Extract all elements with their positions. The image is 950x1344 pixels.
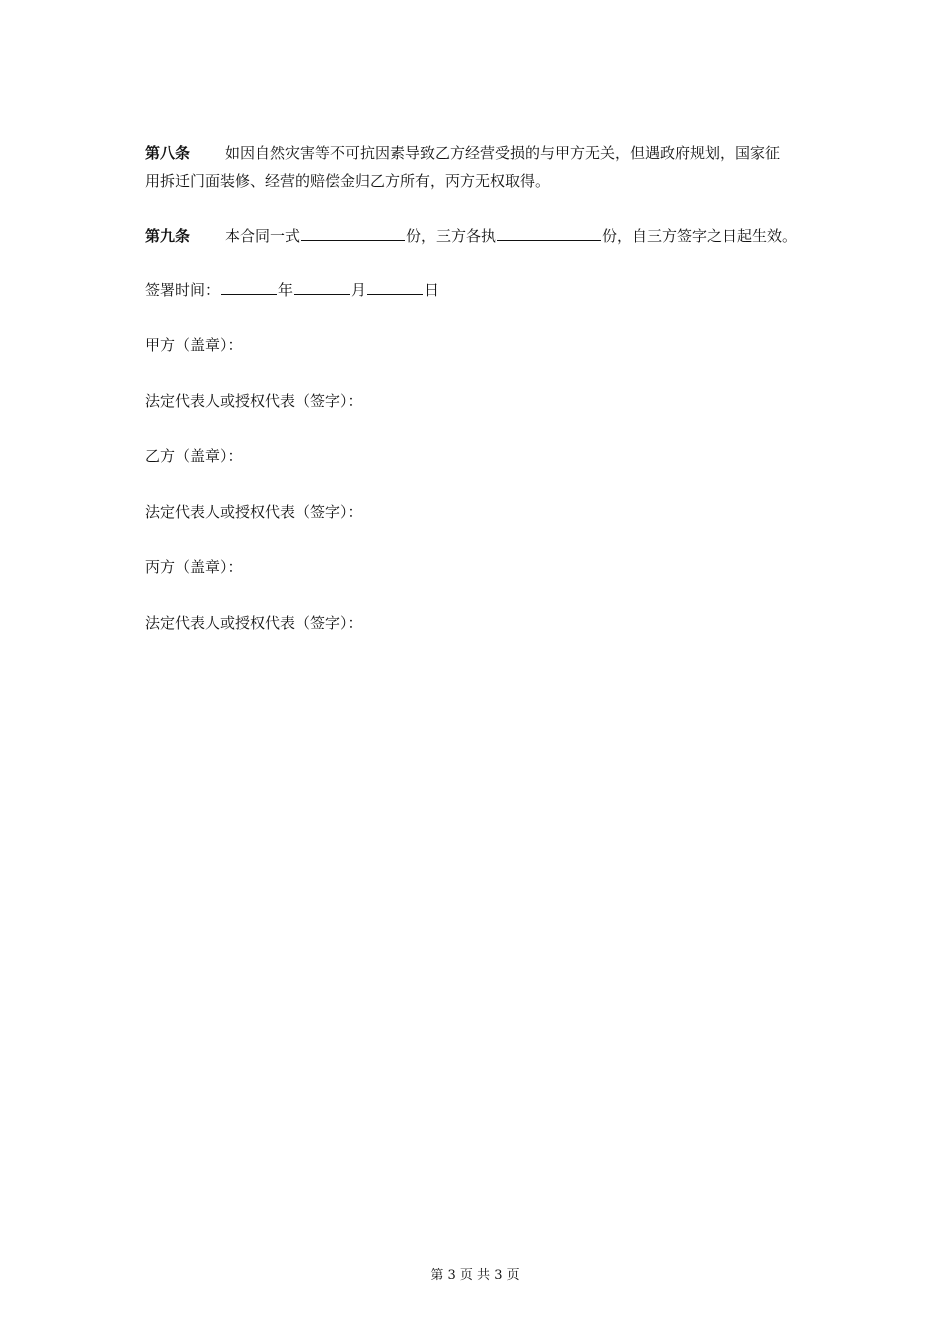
article-8-line-1: [145, 139, 810, 167]
copies-total-blank[interactable]: [301, 224, 405, 241]
article-9-label: 第九条: [145, 227, 191, 245]
article-8-line-2: 用拆迁门面装修、经营的赔偿金归乙方所有，丙方无权取得。: [145, 172, 551, 190]
page-footer: 第 3 页 共 3 页: [430, 1268, 520, 1283]
year-blank[interactable]: [221, 278, 277, 295]
day-blank[interactable]: [367, 278, 423, 295]
article-8: [145, 139, 810, 195]
article-9-part-3: 份，自三方签字之日起生效。: [602, 227, 798, 245]
article-9-part-1: 本合同一式: [225, 227, 301, 245]
party-b-representative: 法定代表人或授权代表（签字）：: [145, 503, 363, 521]
copies-each-blank[interactable]: [497, 224, 601, 241]
article-9-part-2: 份，三方各执: [406, 227, 497, 245]
day-label: 日: [424, 281, 440, 299]
party-a-seal: 甲方（盖章）：: [145, 336, 243, 354]
month-label: 月: [351, 281, 367, 299]
party-b-seal: 乙方（盖章）：: [145, 447, 243, 465]
month-blank[interactable]: [294, 278, 350, 295]
year-label: 年: [278, 281, 294, 299]
article-8-text-line-1: 如因自然灾害等不可抗因素导致乙方经营受损的与甲方无关，但遇政府规划，国家征: [225, 144, 781, 162]
party-c-seal: 丙方（盖章）：: [145, 558, 243, 576]
signing-time-label: 签署时间：: [145, 281, 221, 299]
signing-time: [145, 276, 810, 304]
party-a-representative: 法定代表人或授权代表（签字）：: [145, 392, 363, 410]
article-9: [145, 222, 810, 250]
article-8-label: 第八条: [145, 144, 191, 162]
party-c-representative: 法定代表人或授权代表（签字）：: [145, 614, 363, 632]
